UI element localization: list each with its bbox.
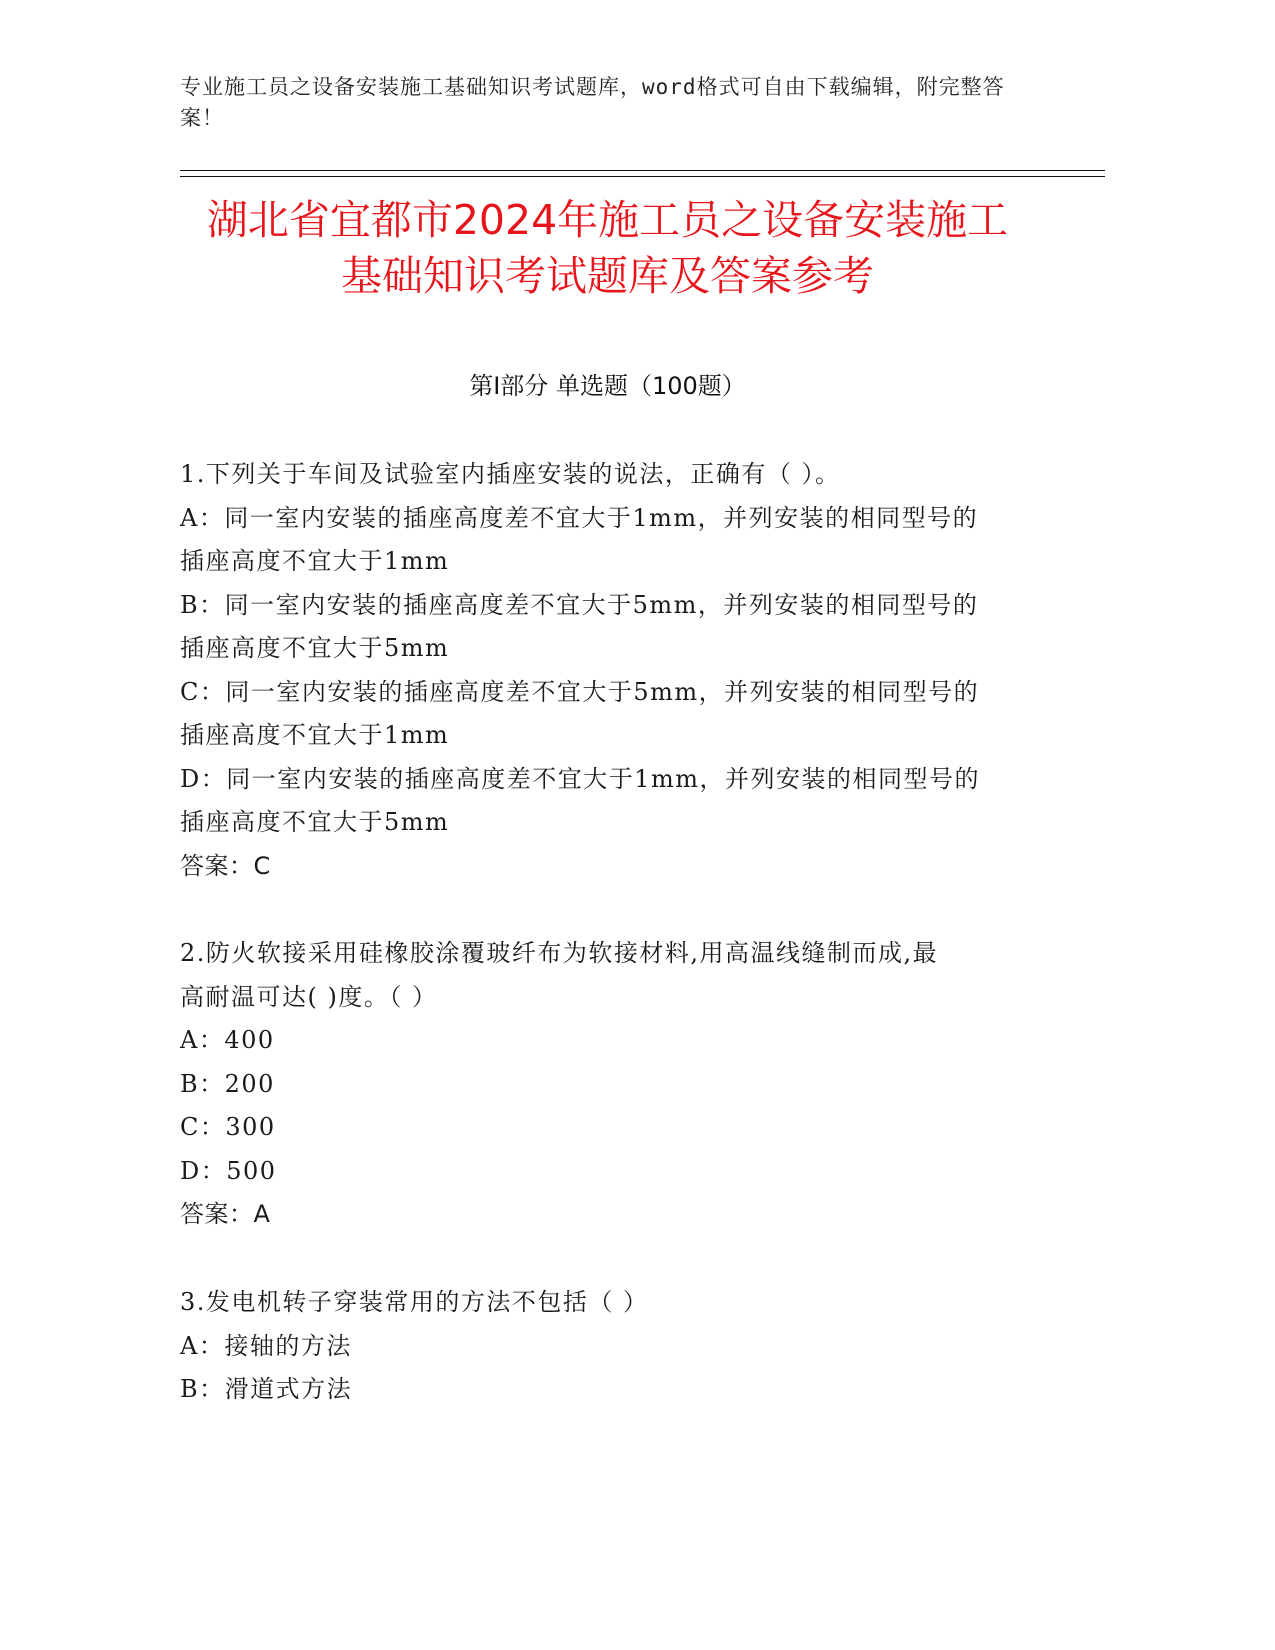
option-b: B：滑道式方法 [180, 1375, 353, 1403]
page-title [150, 192, 1065, 304]
option-c: C：300 [180, 1113, 276, 1141]
option-a: A：接轴的方法 [180, 1331, 352, 1360]
option-d: D：同一室内安装的插座高度差不宜大于1mm，并列安装的相同型号的 [180, 764, 981, 793]
option-a-continued: 插座高度不宜大于1mm [180, 547, 450, 575]
question-2 [180, 932, 1040, 1237]
question-3 [180, 1281, 1040, 1412]
document-intro: 专业施工员之设备安装施工基础知识考试题库，word格式可自由下载编辑，附完整答案！ [180, 75, 1005, 130]
header-divider-bottom [180, 176, 1105, 177]
answer: 答案：A [180, 1200, 271, 1228]
option-a: A：同一室内安装的插座高度差不宜大于1mm，并列安装的相同型号的 [180, 503, 979, 532]
option-b: B：200 [180, 1069, 275, 1098]
option-b: B：同一室内安装的插座高度差不宜大于5mm，并列安装的相同型号的 [180, 590, 979, 619]
answer: 答案：C [180, 851, 271, 880]
question-stem-continued: 高耐温可达( )度。（ ） [180, 982, 438, 1011]
question-stem: 1.下列关于车间及试验室内插座安装的说法，正确有（ ）。 [180, 460, 841, 488]
option-d: D：500 [180, 1156, 277, 1185]
question-stem: 2.防火软接采用硅橡胶涂覆玻纤布为软接材料,用高温线缝制而成,最 [180, 939, 939, 967]
section-heading: 第Ⅰ部分 单选题（100题） [469, 372, 746, 400]
option-b-continued: 插座高度不宜大于5mm [180, 634, 450, 662]
option-d-continued: 插座高度不宜大于5mm [180, 808, 450, 836]
title-line-1: 湖北省宜都市2024年施工员之设备安装施工 [206, 196, 1009, 244]
option-a: A：400 [180, 1026, 275, 1054]
option-c-continued: 插座高度不宜大于1mm [180, 721, 450, 749]
header-divider-top [180, 170, 1105, 171]
option-c: C：同一室内安装的插座高度差不宜大于5mm，并列安装的相同型号的 [180, 677, 980, 706]
question-1 [180, 453, 1040, 888]
question-stem: 3.发电机转子穿装常用的方法不包括（ ） [180, 1288, 649, 1316]
title-line-2: 基础知识考试题库及答案参考 [341, 252, 874, 300]
